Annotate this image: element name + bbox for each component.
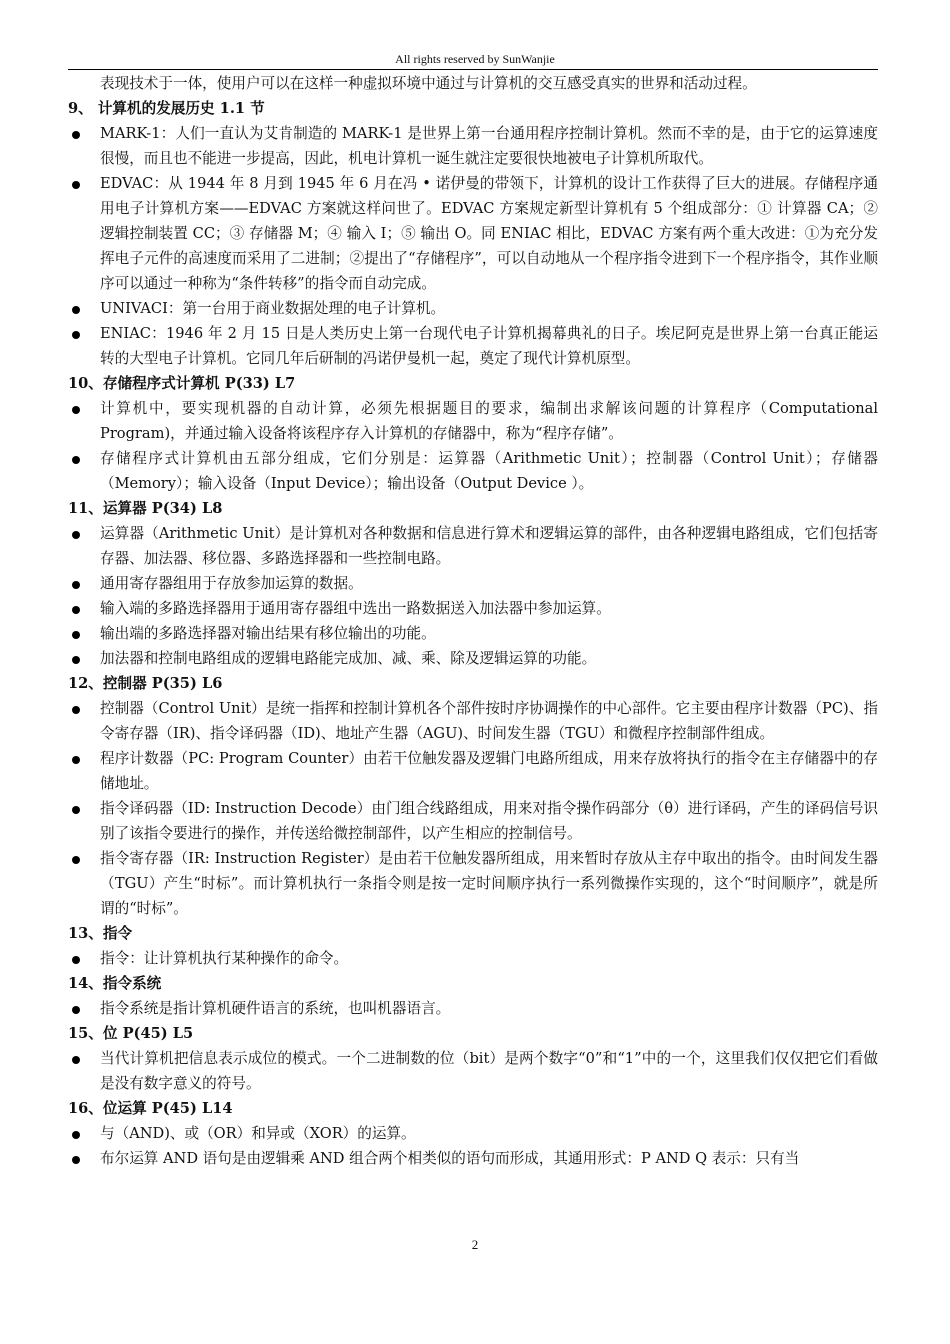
list-item-text: 指令寄存器（IR: Instruction Register）是由若干位触发器所组成，用来暂时存放从主存中取出的指令。由时间发生器（TGU）产生“时标”。而计算机执行一条指令则是按一定时间顺序执行一系列微操作实现的，这个“时间顺序”，就是所谓的“时标”。: [100, 850, 878, 917]
list-item: [68, 946, 878, 971]
list-item-text: 输入端的多路选择器用于通用寄存器组中选出一路数据送入加法器中参加运算。: [100, 600, 611, 617]
list-item: [68, 696, 878, 746]
list-item: [68, 1046, 878, 1096]
list-item: [68, 746, 878, 796]
list-item-text: 控制器（Control Unit）是统一指挥和控制计算机各个部件按时序协调操作的中心部件。它主要由程序计数器（PC)、指令寄存器（IR)、指令译码器（ID)、地址产生器（AGU)、时间发生器（TGU）和微程序控制部件组成。: [100, 700, 878, 742]
list-item: [68, 521, 878, 571]
intro-continuation-line: 表现技术于一体，使用户可以在这样一种虚拟环境中通过与计算机的交互感受真实的世界和活动过程。: [100, 75, 757, 92]
bullet-list: [68, 696, 878, 921]
bullet-icon: [72, 706, 80, 714]
list-item-text: 指令：让计算机执行某种操作的命令。: [100, 950, 349, 967]
bullet-icon: [72, 456, 80, 464]
list-item: [68, 846, 878, 921]
bullet-list: [68, 1121, 878, 1171]
bullet-list: [68, 121, 878, 371]
list-item: [68, 621, 878, 646]
list-item: [68, 796, 878, 846]
list-item-text: 指令译码器（ID: Instruction Decode）由门组合线路组成，用来对指令操作码部分（θ）进行译码，产生的译码信号识别了该指令要进行的操作，并传送给微控制部件，以产生相应的控制信号。: [100, 800, 878, 842]
list-item-text: 存储程序式计算机由五部分组成，它们分别是：运算器（Arithmetic Unit）；控制器（Control Unit）；存储器（Memory）；输入设备（Input Device）；输出设备（Output Device ）。: [100, 450, 878, 492]
section-title: 13、指令: [68, 925, 133, 942]
list-item-text: 程序计数器（PC: Program Counter）由若干位触发器及逻辑门电路所组成，用来存放将执行的指令在主存储器中的存储地址。: [100, 750, 878, 792]
bullet-icon: [72, 1056, 80, 1064]
section-title: 12、控制器 P(35) L6: [68, 675, 223, 692]
list-item-text: 当代计算机把信息表示成位的模式。一个二进制数的位（bit）是两个数字“0”和“1”中的一个，这里我们仅仅把它们看做是没有数字意义的符号。: [100, 1050, 878, 1092]
list-item: [68, 396, 878, 446]
list-item-text: 输出端的多路选择器对输出结果有移位输出的功能。: [100, 625, 436, 642]
list-item-text: EDVAC：从 1944 年 8 月到 1945 年 6 月在冯 • 诺伊曼的带领下，计算机的设计工作获得了巨大的进展。存储程序通用电子计算机方案——EDVAC 方案就这样问世了。EDVAC 方案规定新型计算机有 5 个组成部分：① 计算器 CA；② 逻辑控制装置 CC；③ 存储器 M；④ 输入 I；⑤ 输出 O。同 ENIAC 相比，EDVAC 方案有两个重大改进：①为充分发挥电子元件的高速度而采用了二进制；②提出了“存储程序”，可以自动地从一个程序指令进到下一个程序指令，其作业顺序可以通过一种称为“条件转移”的指令而自动完成。: [100, 175, 878, 292]
list-item: [68, 1146, 878, 1171]
bullet-icon: [72, 531, 80, 539]
list-item: [68, 996, 878, 1021]
list-item-text: 与（AND)、或（OR）和异或（XOR）的运算。: [100, 1125, 416, 1142]
bullet-icon: [72, 1131, 80, 1139]
page-number: 2: [471, 1237, 479, 1252]
list-item: [68, 646, 878, 671]
section-title: 16、位运算 P(45) L14: [68, 1100, 233, 1117]
bullet-list: [68, 396, 878, 496]
bullet-icon: [72, 856, 80, 864]
list-item: [68, 296, 878, 321]
bullet-icon: [72, 131, 80, 139]
bullet-list: [68, 996, 878, 1021]
list-item-text: 计算机中，要实现机器的自动计算，必须先根据题目的要求，编制出求解该问题的计算程序（Computational Program)，并通过输入设备将该程序存入计算机的存储器中，称为“程序存储”。: [100, 400, 878, 442]
list-item: [68, 121, 878, 171]
list-item-text: 布尔运算 AND 语句是由逻辑乘 AND 组合两个相类似的语句而形成，其通用形式：P AND Q 表示：只有当: [100, 1150, 800, 1167]
bullet-icon: [72, 581, 80, 589]
bullet-list: [68, 1046, 878, 1096]
list-item-text: 运算器（Arithmetic Unit）是计算机对各种数据和信息进行算术和逻辑运算的部件，由各种逻辑电路组成，它们包括寄存器、加法器、移位器、多路选择器和一些控制电路。: [100, 525, 878, 567]
section-title: 11、运算器 P(34) L8: [68, 500, 223, 517]
list-item: [68, 596, 878, 621]
bullet-icon: [72, 306, 80, 314]
section-title: 14、指令系统: [68, 975, 162, 992]
section-title: 15、位 P(45) L5: [68, 1025, 194, 1042]
bullet-icon: [72, 656, 80, 664]
page-header-copyright: All rights reserved by SunWanjie: [395, 52, 555, 66]
document-body: [68, 71, 878, 1171]
list-item-text: ENIAC：1946 年 2 月 15 日是人类历史上第一台现代电子计算机揭幕典礼的日子。埃尼阿克是世界上第一台真正能运转的大型电子计算机。它同几年后研制的冯诺伊曼机一起，奠定了现代计算机原型。: [100, 325, 878, 367]
bullet-icon: [72, 1156, 80, 1164]
list-item: [68, 1121, 878, 1146]
bullet-icon: [72, 756, 80, 764]
bullet-icon: [72, 806, 80, 814]
bullet-icon: [72, 181, 80, 189]
list-item-text: 加法器和控制电路组成的逻辑电路能完成加、减、乘、除及逻辑运算的功能。: [100, 650, 597, 667]
bullet-icon: [72, 331, 80, 339]
list-item: [68, 321, 878, 371]
bullet-icon: [72, 631, 80, 639]
bullet-icon: [72, 606, 80, 614]
list-item-text: 通用寄存器组用于存放参加运算的数据。: [100, 575, 363, 592]
list-item-text: UNIVACI：第一台用于商业数据处理的电子计算机。: [100, 300, 446, 317]
list-item: [68, 171, 878, 296]
header-divider: [68, 69, 878, 70]
bullet-list: [68, 521, 878, 671]
list-item: [68, 446, 878, 496]
bullet-icon: [72, 956, 80, 964]
sections-container: [68, 96, 878, 1171]
bullet-icon: [72, 406, 80, 414]
bullet-list: [68, 946, 878, 971]
bullet-icon: [72, 1006, 80, 1014]
list-item: [68, 571, 878, 596]
list-item-text: 指令系统是指计算机硬件语言的系统，也叫机器语言。: [100, 1000, 451, 1017]
section-title: 10、存储程序式计算机 P(33) L7: [68, 375, 296, 392]
list-item-text: MARK-1：人们一直认为艾肯制造的 MARK-1 是世界上第一台通用程序控制计算机。然而不幸的是，由于它的运算速度很慢，而且也不能进一步提高，因此，机电计算机一诞生就注定要很快地被电子计算机所取代。: [100, 125, 878, 167]
section-title: 9、 计算机的发展历史 1.1 节: [68, 100, 265, 117]
